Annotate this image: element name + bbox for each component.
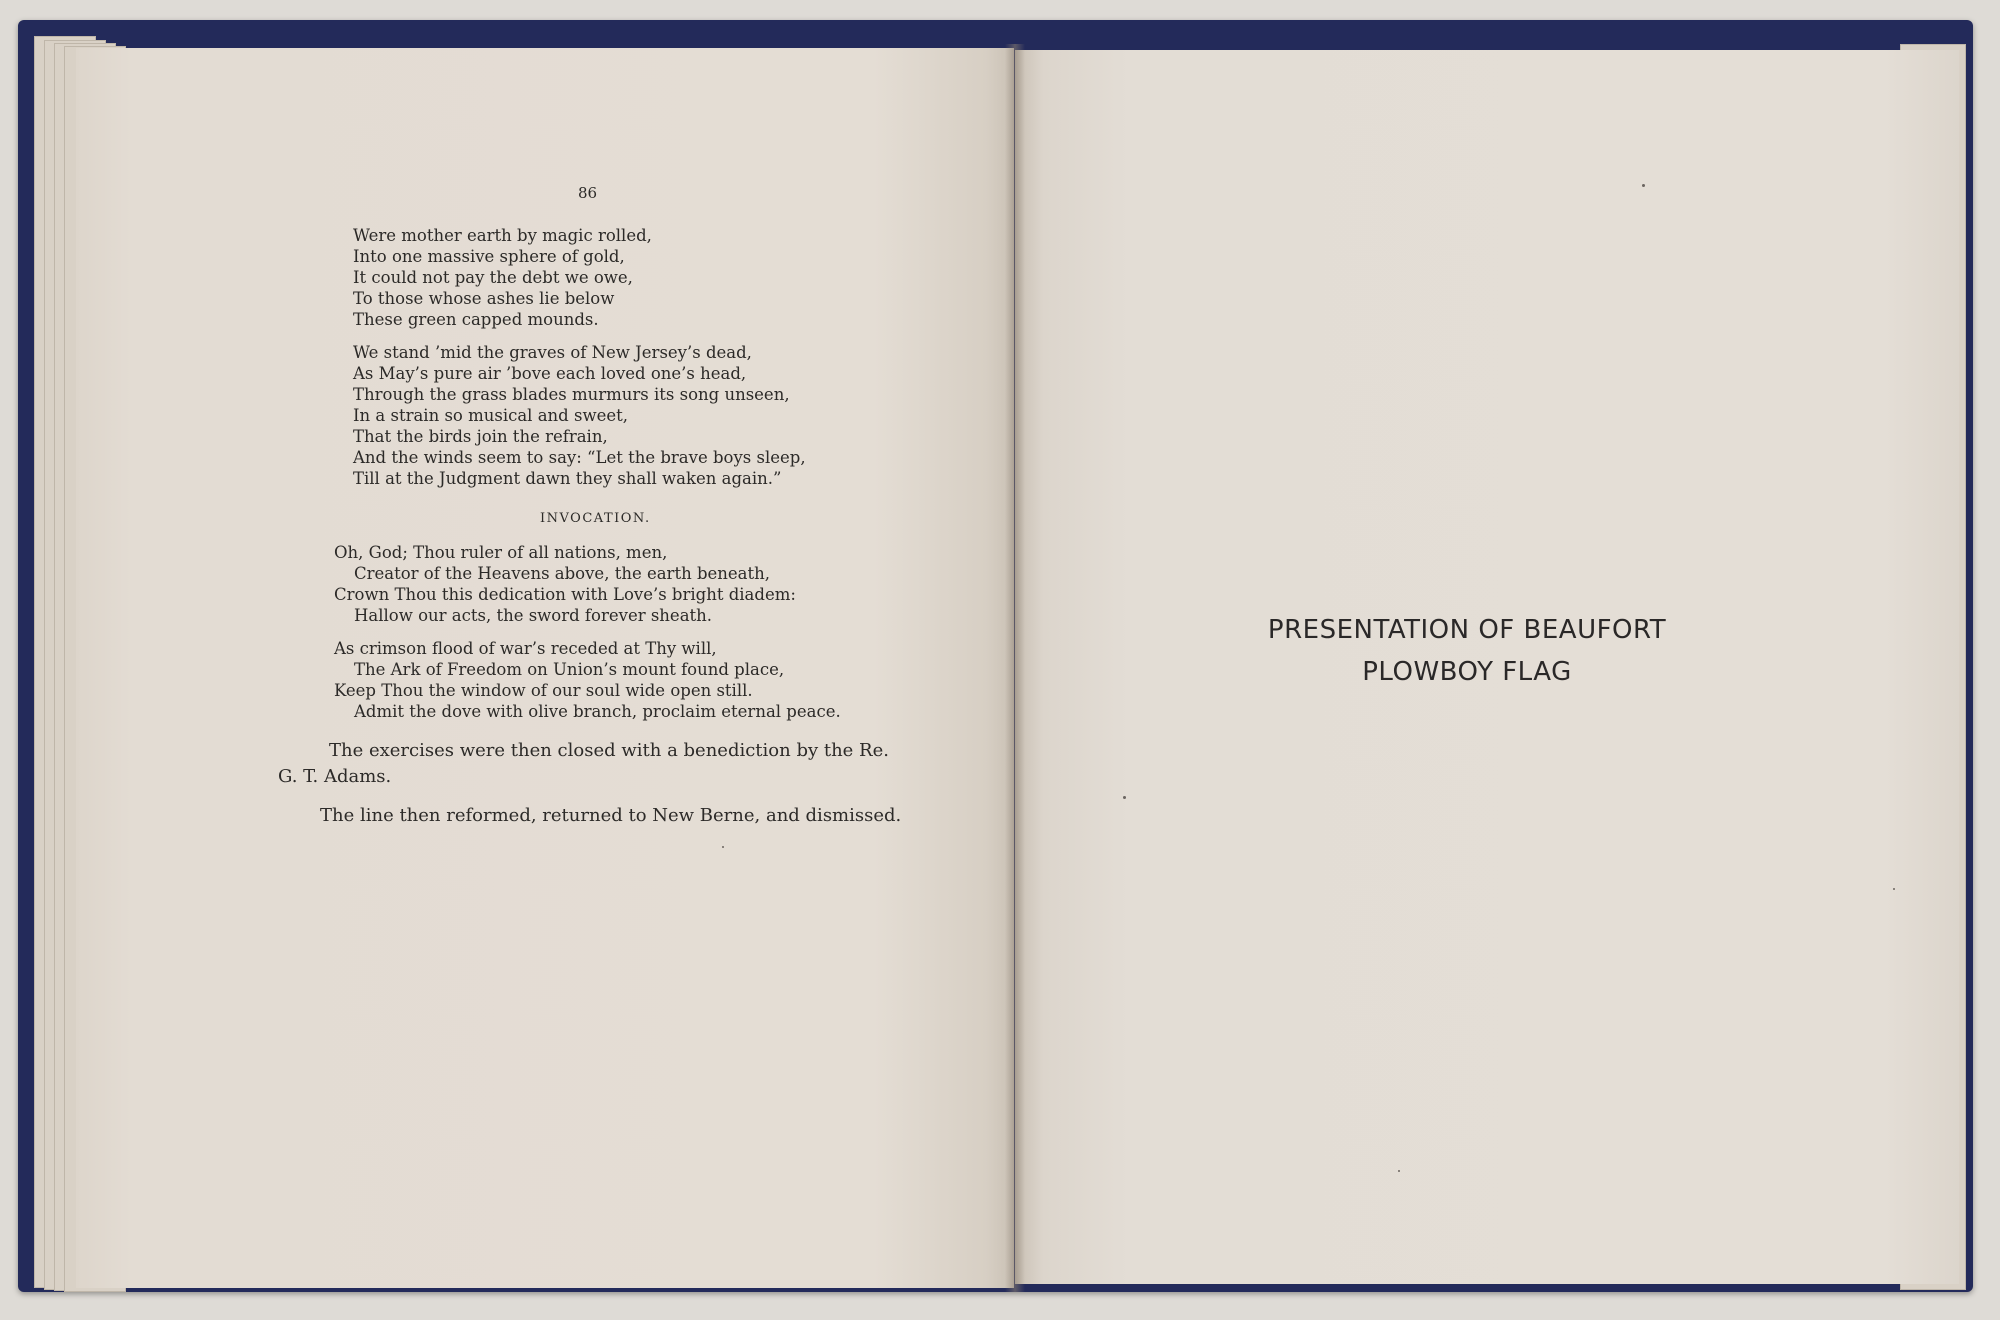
paper-speck xyxy=(1123,796,1126,799)
prose-paragraph-2: The line then reformed, returned to New Berne, and dismissed. xyxy=(320,805,902,826)
poem-line: We stand ’mid the graves of New Jersey’s dead, xyxy=(353,343,752,362)
invocation-line: As crimson flood of war’s receded at Thy will, xyxy=(334,639,717,658)
prose-paragraph-1-line-2: G. T. Adams. xyxy=(278,766,392,787)
invocation-line: The Ark of Freedom on Union’s mount found place, xyxy=(354,660,785,679)
invocation-line: Admit the dove with olive branch, proclaim eternal peace. xyxy=(354,702,841,721)
section-title-line-2: PLOWBOY FLAG xyxy=(1362,657,1572,687)
invocation-heading: INVOCATION. xyxy=(540,511,651,526)
paper-speck xyxy=(1398,1170,1400,1172)
invocation-line: Oh, God; Thou ruler of all nations, men, xyxy=(334,543,668,562)
invocation-line: Hallow our acts, the sword forever sheath. xyxy=(354,606,713,625)
invocation-line: Crown Thou this dedication with Love’s bright diadem: xyxy=(334,585,796,604)
poem-line: In a strain so musical and sweet, xyxy=(353,406,628,425)
poem-line: And the winds seem to say: “Let the brave boys sleep, xyxy=(353,448,806,467)
section-title-line-1: PRESENTATION OF BEAUFORT xyxy=(1267,615,1667,645)
page-number: 86 xyxy=(578,184,598,202)
poem-line: As May’s pure air ’bove each loved one’s head, xyxy=(353,364,747,383)
poem-line: These green capped mounds. xyxy=(353,310,599,329)
invocation-line: Creator of the Heavens above, the earth beneath, xyxy=(354,564,771,583)
poem-line: Into one massive sphere of gold, xyxy=(353,247,625,266)
paper-speck xyxy=(1642,184,1645,187)
book-gutter xyxy=(1005,44,1025,1292)
invocation-line: Keep Thou the window of our soul wide open still. xyxy=(334,681,753,700)
poem-line: To those whose ashes lie below xyxy=(353,289,615,308)
poem-line: Through the grass blades murmurs its song unseen, xyxy=(353,385,790,404)
poem-line: Were mother earth by magic rolled, xyxy=(353,226,652,245)
prose-paragraph-1-line-1: The exercises were then closed with a benediction by the Re. xyxy=(329,740,889,761)
poem-line: Till at the Judgment dawn they shall waken again.” xyxy=(353,469,782,488)
poem-line: That the birds join the refrain, xyxy=(353,427,608,446)
poem-line: It could not pay the debt we owe, xyxy=(353,268,633,287)
paper-speck xyxy=(1893,888,1895,890)
paper-speck xyxy=(722,846,724,848)
